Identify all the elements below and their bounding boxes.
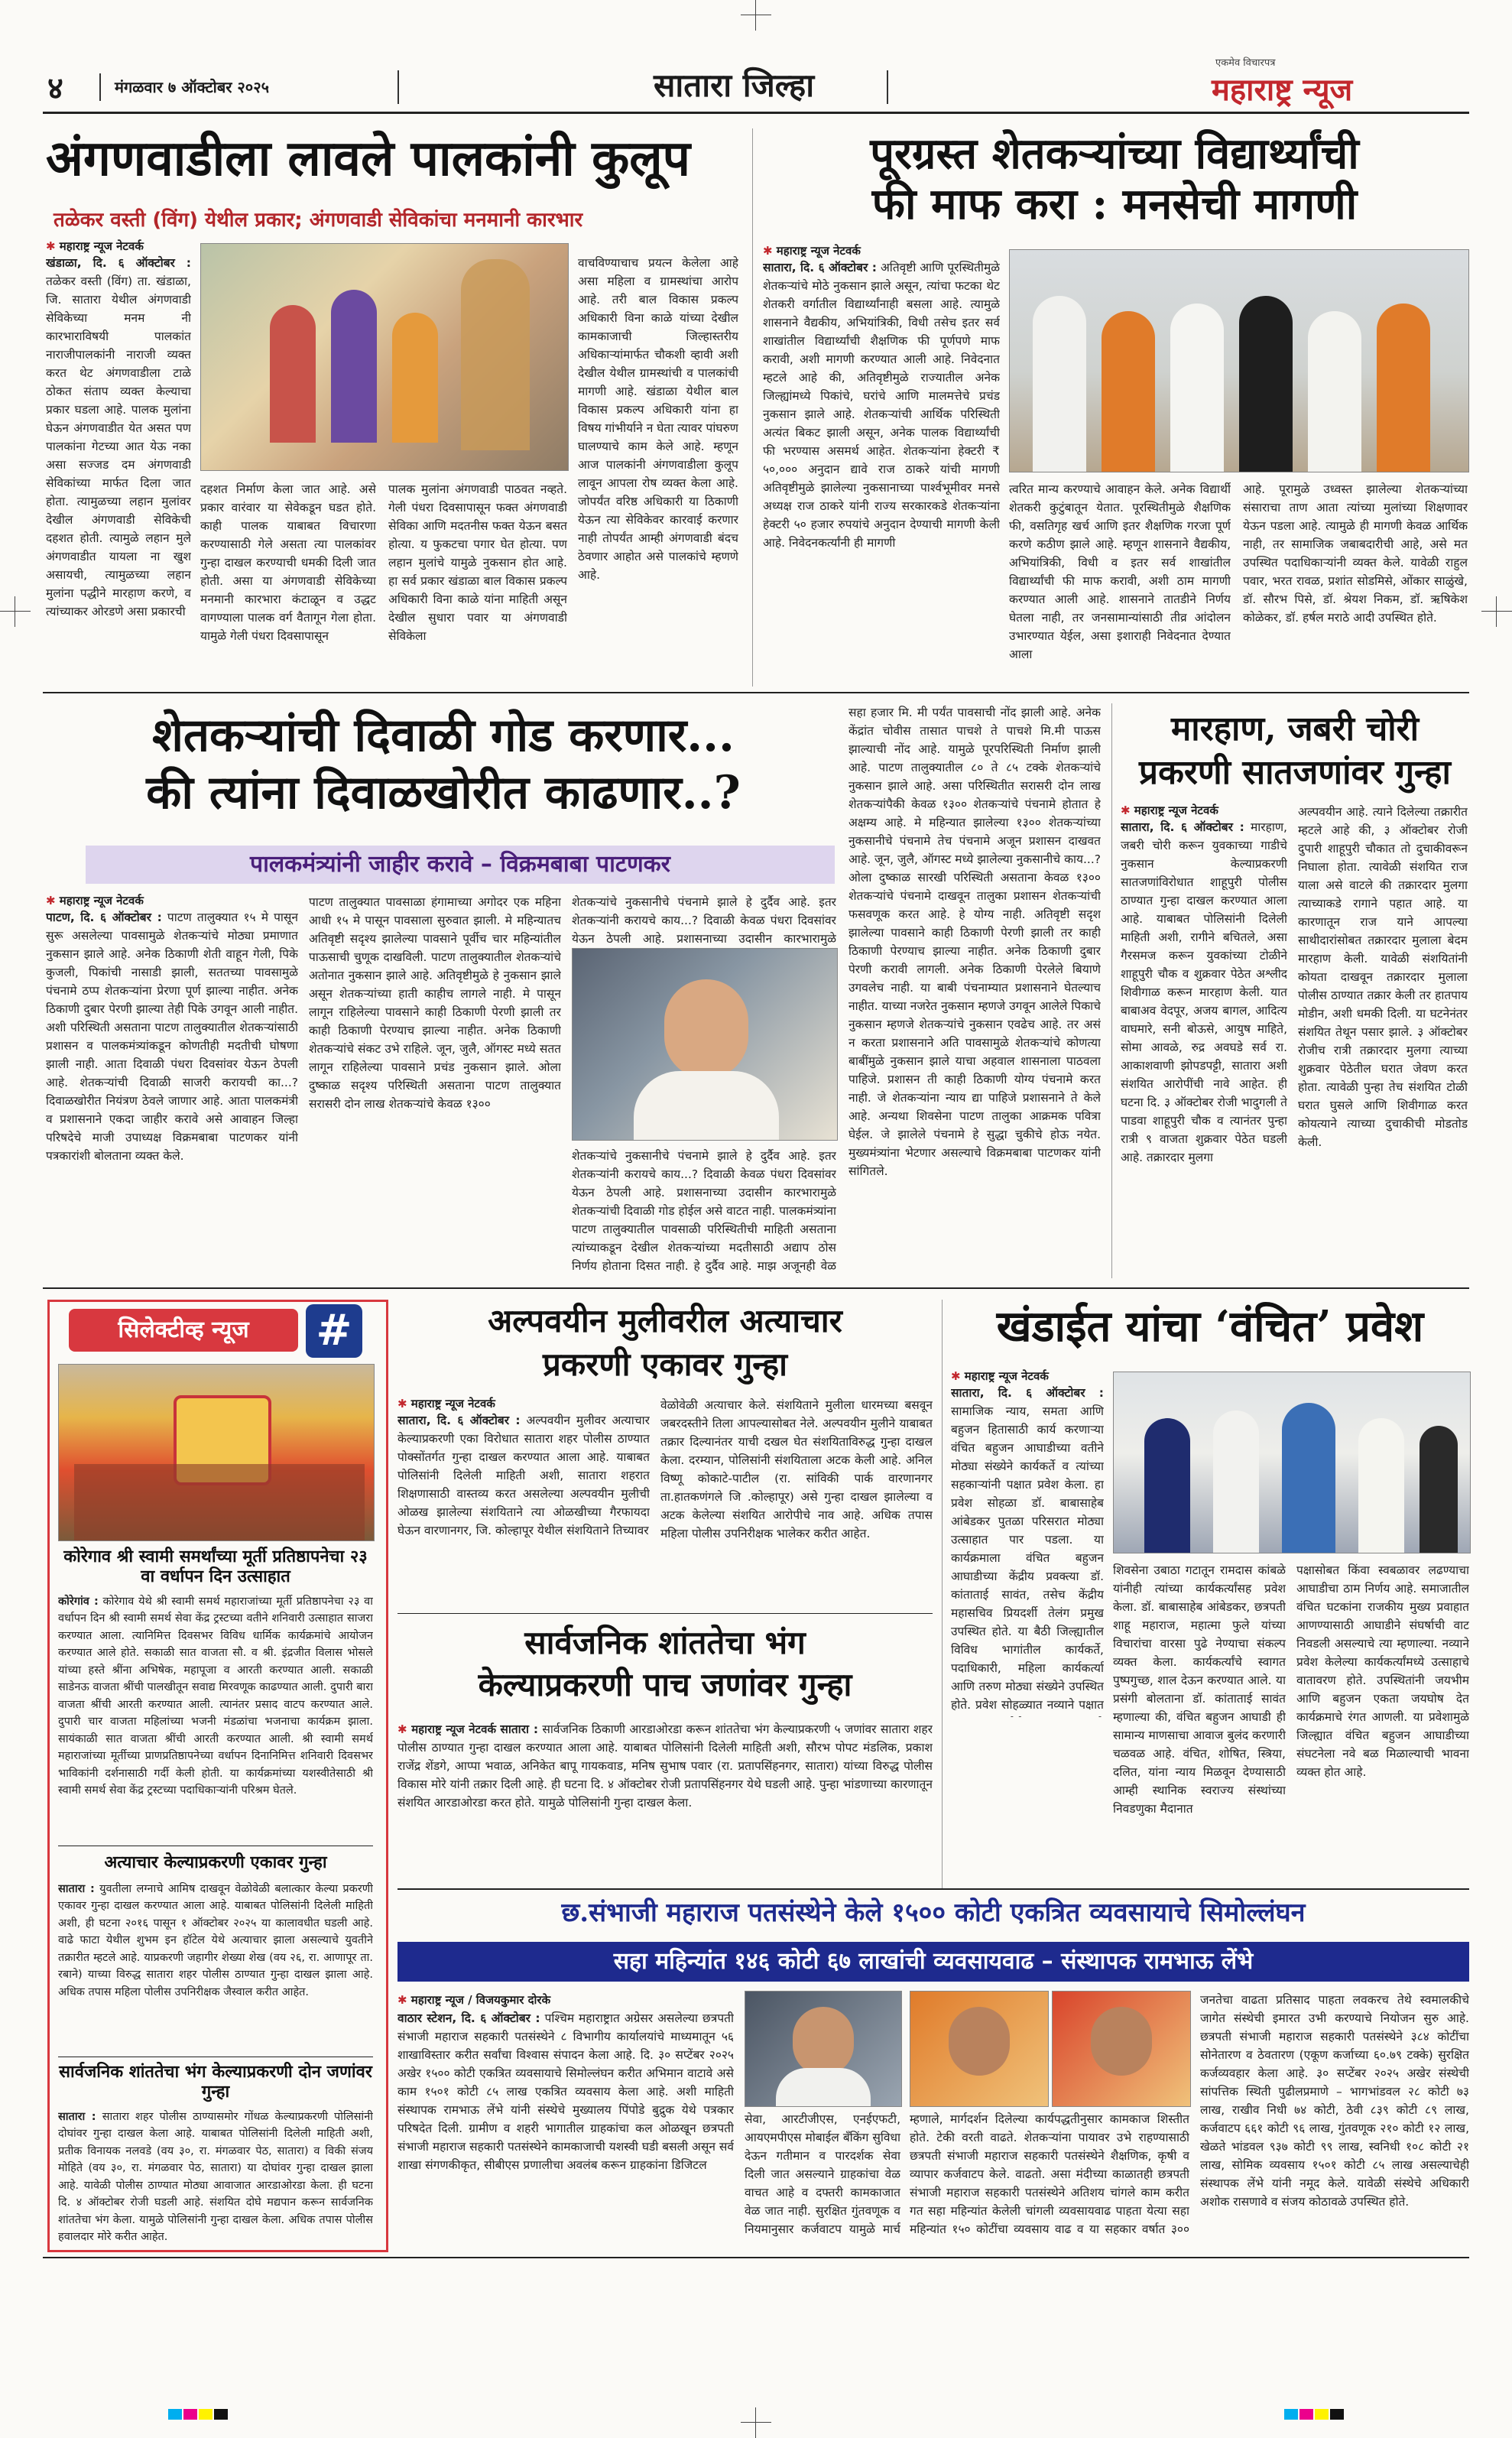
- footer-rule: [43, 2257, 1469, 2258]
- article-column: पालक मुलांना अंगणवाडी पाठवत नव्हते. गेली पंधरा दिवसापासून फक्त अंगणवाडी सेविका आणि मदतनीस फक्त येऊन बसत होत्या. य फुकटचा पगार घेत होत्या. पण लहान मुलांचे यामुळे नुकसान होत आहे. हा सर्व प्रकार खंडाळा बाल विकास प्रकल्प अधिकारी विना काळे यांना माहिती असून देखील सुधारा पवार या अंगणवाडी सेविकेला: [388, 482, 567, 644]
- byline: ✱ महाराष्ट्र न्यूज नेटवर्क: [46, 894, 144, 907]
- print-color-bar: [1284, 2408, 1345, 2423]
- article-column: सातारा, दि. ६ ऑक्टोबर : अल्पवयीन मुलीवर अत्याचार केल्याप्रकरणी एका विरोधात सातारा शहर पोलीस ठाण्यात पोक्सोंतर्गत गुन्हा दाखल करण्यात आला आहे. याबाबत पोलिसांनी दिलेली माहिती अशी, सातारा शहरात शिक्षणासाठी वास्तव्य करत असलेल्या अल्पवयीन मुलीची ओळख झालेल्या संशयिताने त्या ओळखीच्या गैरफायदा घेऊन वारणानगर, जि. कोल्हापूर येथील संशयिताने तिच्यावर: [397, 1414, 650, 1538]
- article-column: शेतकऱ्यांचे नुकसानीचे पंचनामे झाले हे दुर्दैव आहे. इतर शेतकऱ्यांनी करायचे काय...? दिवाळी केवळ पंधरा दिवसांवर येऊन ठेपली आहे. प्रशासनाच्या उदासीन कारभारामुळे शेतकऱ्यांची दिवाळी गोड होईल असे वाटत नाही. पालकमंत्र्यांना पाटण तालुक्यातील पावसाळी परिस्थितीची माहिती असताना त्यांच्याकडून देखील शेतकऱ्यांच्या मदतीसाठी अद्याप ठोस निर्णय होताना दिसत नाही. हे दुर्दैव आहे. माझ अजूनही वेळ: [572, 1149, 836, 1274]
- masthead-rule: [43, 112, 1469, 114]
- section-rule: [397, 1888, 1469, 1890]
- divider: [397, 1613, 933, 1614]
- section-rule: [43, 1287, 1469, 1289]
- article-column: पाटण, दि. ६ ऑक्टोबर : पाटण तालुक्यात १५ मे पासून सुरू असलेल्या पावसामुळे शेतकऱ्यांचे मोठ्या प्रमाणात नुकसान झाले आहे. अनेक ठिकाणी शेती वाहून गेली, पिके कुजली, पिकांची नासाडी झाली, सततच्या पावसामुळे पंचनामे ठप्प शेतकऱ्यांना प्रेरणा पूर्ण झाल्या नाहीत. अनेक ठिकाणी दुबार पेरणी झाल्या तेही पिके उगवून आली नाहीत. अशी परिस्थिती असताना पाटण तालुक्यातील शेतकऱ्यांसाठी प्रशासन व पालकमंत्र्यांकडून कोणतीही मदतीची घोषणा झाली नाही. आता दिवाळी पंधरा दिवसांवर येऊन ठेपली आहे. शेतकऱ्यांची दिवाळी साजरी करायची का...? दिवाळखोरीत नियंत्रण ठेवले जाणार आहे. आता पालकमंत्री व प्रशासनाने एकदा जाहीर करावे असे आवाहन जिल्हा परिषदेचे माजी उपाध्यक्ष विक्रमबाबा पाटणकर यांनी पत्रकारांशी बोलताना व्यक्त केले.: [46, 911, 298, 1164]
- party-entry-photo: [1113, 1372, 1471, 1553]
- byline: ✱ महाराष्ट्र न्यूज / विजयकुमार दोरके: [397, 1993, 551, 2007]
- headline-peace-breach: सार्वजनिक शांततेचा भंग केल्याप्रकरणी पाच जणांवर गुन्हा: [478, 1624, 852, 1703]
- divider: [887, 70, 888, 104]
- anganwadi-photo: [200, 243, 569, 471]
- section-rule: [43, 692, 1469, 693]
- article-column: जनतेचा वाढता प्रतिसाद पाहता लवकरच तेथे स्वमालकीचे जागेत संस्थेची इमारत उभी करण्याचे नियोजन सुरु आहे. छत्रपती संभाजी महाराज सहकारी पतसंस्थेने ३८४ कोटींचा सोनेतारण व ठेवतारण (एकूण कर्जाच्या ६०.७९ टक्के) सुरक्षित कर्जव्यवहार केला आहे. ३० सप्टेंबर २०२५ अखेर संस्थेची सांपत्तिक स्थिती पुढीलप्रमाणे – भागभांडवल २८ कोटी ७३ लाख, राखीव निधी ७४ कोटी, ठेवी ८३९ कोटी ८९ लाख, कर्जवाटप ६६१ कोटी ९६ लाख, गुंतवणूक २१० कोटी १२ लाख, खेळते भांडवल ९३७ कोटी ९९ लाख, स्वनिधी १०८ कोटी २१ लाख, सोमिक व्यवसाय १५०१ कोटी ८५ लाख असल्याचेही संस्थापक लेंभे यांनी नमूद केले. यावेळी संस्थेचे अधिकारी अशोक रासणावे व संजय कोठावळे उपस्थित होते.: [1200, 1993, 1469, 2209]
- selective-story-title: कोरेगाव श्री स्वामी समर्थांच्या मूर्ती प्रतिष्ठापनेचा २३ वा वर्धापन दिन उत्साहात: [63, 1547, 368, 1586]
- selective-story-title: सार्वजनिक शांततेचा भंग केल्याप्रकरणी दोन जणांवर गुन्हा: [59, 2062, 372, 2102]
- article-column: आहे. पूरामुळे उध्वस्त झालेल्या शेतकऱ्यांच्या संसाराचा ताण आता त्यांच्या मुलांच्या शिक्षणावर येऊन पडला आहे. त्यामुळे ही मागणी केवळ आर्थिक नाही, तर सामाजिक जबाबदारीची आहे, असे मत उपस्थित पदाधिकाऱ्यांनी व्यक्त केले. यावेळी राहुल पवार, भरत रावळ, प्रशांत सोडमिसे, ओंकार साळुंखे, डॉ. सौरभ पिसे, डॉ. श्रेयश निकम, डॉ. ऋषिकेश कोळेकर, डॉ. हर्षल मराठे आदी उपस्थित होते.: [1243, 482, 1468, 625]
- byline: ✱ महाराष्ट्र न्यूज नेटवर्क: [763, 244, 861, 258]
- page-number: ४: [47, 71, 63, 106]
- headline-assault: मारहाण, जबरी चोरी प्रकरणी सातजणांवर गुन्हा: [1139, 709, 1451, 793]
- article-column: सातारा, दि. ६ ऑक्टोबर : सामाजिक न्याय, समता आणि बहुजन हितासाठी कार्य करणाऱ्या वंचित बहुजन आघाडीच्या वतीने मोठ्या संख्येने कार्यकर्ते व त्यांच्या सहकाऱ्यांनी पक्षात प्रवेश केला. हा प्रवेश सोहळा डॉ. बाबासाहेब आंबेडकर पुतळा परिसरात मोठ्या उत्साहात पार पडला. या कार्यक्रमाला वंचित बहुजन आघाडीच्या केंद्रीय प्रवक्त्या डॉ. कांताताई सावंत, तसेच केंद्रीय महासचिव प्रियदर्शी तेलंग प्रमुख उपस्थित होते. या बैठी जिल्ह्यातील विविध भागांतील कार्यकर्ते, पदाधिकारी, महिला कार्यकर्त्या आणि तरुण मोठ्या संख्येने उपस्थित होते. प्रवेश सोहळ्यात नव्याने पक्षात: [951, 1386, 1104, 1712]
- issue-date: मंगळवार ७ ऑक्टोबर २०२५: [115, 78, 270, 96]
- headline-khandait: खंडाईत यांचा ‘वंचित’ प्रवेश: [996, 1301, 1424, 1352]
- selective-story-text: सातारा : सातारा शहर पोलीस ठाण्यासमोर गोंधळ केल्याप्रकरणी पोलिसांनी दोघांवर गुन्हा दाखल केला आहे. याबाबत पोलिसांनी दिलेली माहिती अशी, प्रतीक विनायक नलवडे (वय ३०, रा. मंगळवार पेठ, सातारा) व विकी संजय मोहिते (वय ३०, रा. मंगळवार पेठ, सातारा) या दोघांवर गुन्हा दाखल झाला आहे. यावेळी पोलीस ठाण्यात मोठ्या आवाजात आरडाओरडा केला. ही घटना दि. ४ ऑक्टोबर रोजी घडली आहे. संशयित दोघे मद्यपान करून सार्वजनिक शांततेचा भंग केला. यामुळे पोलिसांनी गुन्हा दाखल केला. अधिक तपास पोलीस हवालदार मोरे करीत आहेत.: [58, 2111, 373, 2243]
- article-column: सातारा, दि. ६ ऑक्टोबर : अतिवृष्टी आणि पूरस्थितीमुळे शेतकऱ्यांचे मोठे नुकसान झाले असून, त्यांचा फटका थेट शेतकरी वर्गातील विद्यार्थ्यांनाही बसला आहे. त्यामुळे शासनाने वैद्यकीय, अभियांत्रिकी, विधी तसेच इतर सर्व शाखांतील विद्यार्थ्यांची शैक्षणिक फी पूर्णपणे माफ करावी, अशी मागणी करण्यात आली आहे. निवेदनात म्हटले आहे की, अतिवृष्टीमुळे राज्यातील अनेक जिल्ह्यांमध्ये पिकांचे, घरांचे आणि मालमत्तेचे प्रचंड नुकसान झाले आहे. शेतकऱ्यांची आर्थिक परिस्थिती अत्यंत बिकट झाली असून, अनेक पालक विद्यार्थ्यांची फी भरण्यास असमर्थ आहेत. शेतकऱ्यांना हेक्टरी ₹ ५०,००० अनुदान द्यावे राज ठाकरे यांची मागणी अतिवृष्टीमुळे झालेल्या नुकसानाच्या पार्श्वभूमीवर मनसे अध्यक्ष राज ठाकरे यांनी राज्य सरकारकडे शेतकऱ्यांना हेक्टरी ५० हजार रुपयांचे अनुदान देण्याची मागणी केली आहे. निवेदनकर्त्यांनी ही मागणी: [763, 261, 1000, 550]
- brand-logo: महाराष्ट्र न्यूज: [1212, 72, 1353, 108]
- article-column: वेळोवेळी अत्याचार केले. संशयिताने मुलीला धारमच्या बसवून जबरदस्तीने तिला आपल्यासोबत नेले. अल्पवयीन मुलीने याबाबत तक्रार दिल्यानंतर याची दखल घेत संशयिताविरुद्ध गुन्हा दाखल केला. दरम्यान, पोलिसांनी संशयिताला अटक केली आहे. अनिल विष्णू कोकाटे-पाटील (रा. सांविकी पार्क वारणानगर ता.हातकणंगले जि .कोल्हापूर) असे गुन्हा दाखल झालेल्या व अटक केलेल्या संशयित आरोपीचे नाव आहे. अधिक तपास महिला पोलीस उपनिरीक्षक भालेकर करीत आहेत.: [660, 1398, 933, 1541]
- divider: [99, 73, 101, 101]
- byline: ✱ महाराष्ट्र न्यूज नेटवर्क: [1121, 803, 1218, 817]
- article-column: दहशत निर्माण केला जात आहे. असे प्रकार वारंवार या सेवेकडून घडत होते. काही पालक याबाबत विचारणा करण्यासाठी गेले असता त्या पालकांवर गुन्हा दाखल करण्याची धमकी दिली जात होती. असा या अंगणवाडी सेविकेच्या मनमानी कारभारा कंटाळून व उद्धट वागण्याला पालक वर्ग वैतागून गेला होता. यामुळे गेली पंधरा दिवसापासून: [200, 482, 376, 644]
- column-rule: [942, 1300, 943, 1888]
- selective-story-text: सातारा : युवतीला लग्नाचे आमिष दाखवून वेळोवेळी बलात्कार केल्या प्रकरणी एकावर गुन्हा दाखल करण्यात आला आहे. याबाबत पोलिसांनी दिलेली माहिती अशी, ही घटना २०१६ पासून १ ऑक्टोबर २०२५ या कालावधीत घडली आहे. वाढे फाटा येथील शुभम इन हॉटेल येथे अत्याचार झाला असल्याचे युवतीने तक्रारीत म्हटले आहे. याप्रकरणी जहागीर शेख्या शेख (वय २६, रा. आणापूर ता. रबाने) याच्या विरुद्ध सातारा शहर पोलीस ठाण्यात गुन्हा दाखल झाला आहे. अधिक तपास महिला पोलीस उपनिरीक्षक जैस्वाल करीत आहेत.: [58, 1883, 373, 1998]
- headline-anganwadi: अंगणवाडीला लावले पालकांनी कुलूप: [46, 130, 690, 187]
- article-text: ✱ महाराष्ट्र न्यूज नेटवर्क सातारा : सार्वजनिक ठिकाणी आरडाओरडा करून शांततेचा भंग केल्याप्रकरणी ५ जणांवर सातारा शहर पोलीस ठाण्यात गुन्हा दाखल करण्यात आला आहे. याबाबत पोलिसांनी दिलेली माहिती अशी, सौरभ पोपट मंडलिक, प्रकाश राजेंद्र शेंडगे, आप्पा भवाळ, अनिकेत बापू गायकवाड, मनिष सुभाष पवार (रा. प्रतापसिंहनगर, सातारा) यांच्या विरुद्ध पोलीस विकास मोरे यांनी तक्रार दिली आहे. ही घटना दि. ४ ऑक्टोबर रोजी प्रतापसिंहनगर येथे घडली आहे. पुन्हा भांडणाच्या कारणातून संशयित आरडाओरडा करत होते. यामुळे पोलिसांनी गुन्हा दाखल केला.: [397, 1722, 933, 1810]
- subheadline-banner: पालकमंत्र्यांनी जाहीर करावे – विक्रमबाबा पाटणकर: [86, 846, 835, 884]
- article-column: पक्षासोबत किंवा स्वबळावर लढण्याचा आघाडीचा ठाम निर्णय आहे. समाजातील वंचित घटकांना राजकीय मुख्य प्रवाहात आणण्यासाठी आघाडीने संघर्षाची वाट निवडली असल्याचे त्या म्हणाल्या. नव्याने प्रवेश केलेल्या कार्यकर्त्यांमध्ये उत्साहाचे वातावरण होते. उपस्थितांनी जयभीम आणि बहुजन एकता जयघोष देत कार्यक्रमाचे रंगत आणली. या प्रवेशामुळे जिल्ह्यात वंचित बहुजन आघाडीच्या संघटनेला नवे बळ मिळाल्याची भावना व्यक्त होत आहे.: [1296, 1563, 1469, 1780]
- article-column: सातारा, दि. ६ ऑक्टोबर : मारहाण, जबरी चोरी करून युवकाच्या गाडीचे नुकसान केल्याप्रकरणी सातजणांविरोधात शाहूपुरी पोलीस ठाण्यात गुन्हा दाखल करण्यात आला आहे. याबाबत पोलिसांनी दिलेली माहिती अशी, रागीने बचितले, असा गैरसमज करून युवकांच्या टोळीने शाहूपुरी चौक व शुक्रवार पेठेत अश्लीद शिवीगाळ करून मारहाण केली. यात बाबाअव वेदपूर, अजय बागल, आदित्य वाघमारे, सनी बोऊसे, आयुष माहिते, सोमा आवळे, रुद्र अवघडे सर्व रा. आकाशवाणी झोपडपट्टी, सातारा अशी संशयित आरोपींची नावे आहेत. ही घटना दि. ३ ऑक्टोबर रोजी भादुगली ते पाडवा शाहूपुरी चौक व त्यानंतर पुन्हा रात्री ९ वाजता शुक्रवार पेठेत घडली आहे. तक्रारदार मुलगा: [1121, 820, 1287, 1165]
- headline-diwali: शेतकऱ्यांची दिवाळी गोड करणार... की त्यांना दिवाळखोरीत काढणार..?: [146, 709, 741, 820]
- column-rule: [1111, 703, 1112, 1278]
- byline: ✱ महाराष्ट्र न्यूज नेटवर्क: [46, 239, 144, 253]
- brand-tagline: एकमेव विचारपत्र: [1215, 57, 1276, 69]
- divider: [397, 70, 399, 104]
- subheadline-anganwadi: तळेकर वस्ती (विंग) येथील प्रकार; अंगणवाडी सेविकांचा मनमानी कारभार: [54, 209, 583, 232]
- article-column: म्हणाले, मार्गदर्शन दिलेल्या कार्यपद्धतीनुसार कामकाज शिस्तीत होते. टेकी वरती वाढते. शेतकऱ्यांना पायावर उभे राहण्यासाठी छत्रपती संभाजी महाराज सहकारी पतसंस्थेने शैक्षणिक, कृषी व व्यापार कर्जवाटप केले. वाढतो. असा मंदीच्या काळातही छत्रपती संभाजी महाराज सहकारी पतसंस्थेने अतिशय चांगले काम करीत गत सहा महिन्यांत केलेली चांगली व्यवसायवाढ पाहता येत्या सहा महिन्यांत १५० कोटींचा व्यवसाय वाढ व या सहकार वर्षात ३००: [910, 2112, 1189, 2237]
- patankar-portrait: [572, 948, 838, 1141]
- selective-story-title: अत्याचार केल्याप्रकरणी एकावर गुन्हा: [104, 1852, 327, 1872]
- byline: ✱ महाराष्ट्र न्यूज नेटवर्क: [397, 1397, 495, 1411]
- column-rule: [752, 128, 753, 687]
- mns-delegation-photo: [1009, 249, 1469, 472]
- article-column: शिवसेना उबाठा गटातून रामदास कांबळे यांनीही त्यांच्या कार्यकर्त्यांसह प्रवेश केला. डॉ. बाबासाहेब आंबेडकर, छत्रपती शाहू महाराज, महात्मा फुले यांच्या विचारांचा वारसा पुढे नेण्याचा संकल्प व्यक्त केला. कार्यकर्त्यांचे स्वागत पुष्पगुच्छ, शाल देऊन करण्यात आले. या प्रसंगी बोलताना डॉ. कांताताई सावंत म्हणाल्या की, वंचित बहुजन आघाडी ही सामान्य माणसाचा आवाज बुलंद करणारी चळवळ आहे. वंचित, शोषित, स्त्रिया, दलित, यांना न्याय मिळवून देण्यासाठी आम्ही स्थानिक स्वराज्य संस्थांच्या निवडणुका मैदानात: [1113, 1563, 1286, 1816]
- article-column: पाटण तालुक्यात पावसाळा हंगामाच्या अगोदर एक महिना आधी १५ मे पासून पावसाला सुरुवात झाली. मे महिन्यातच अतिवृष्टी सदृश्य झालेल्या पावसाने पूर्वीच चार महिन्यांतील पाऊसाची चुणूक दाखविली. पाटण तालुक्यातील शेतकऱ्यांचे अतोनात नुकसान झाले आहे. अतिवृष्टीमुळे हे नुकसान झाले असून शेतकऱ्यांच्या हाती काहीच लागले नाही. मे पासून लागून राहिलेल्या पावसाने काही ठिकाणी पेरणी झाली तर काही ठिकाणी पेरण्याच झाल्या नाहीत. अनेक ठिकाणी शेतकऱ्यांचे संकट उभे राहिले. जून, जुलै, ऑगस्ट मध्ये सतत लागून राहिलेल्या पावसाने प्रचंड नुकसान झाले. ओला दुष्काळ सदृश्य परिस्थिती असताना पाटण तालुक्यात सरासरी दोन लाख शेतकऱ्यांचे केवळ १३००: [309, 895, 561, 1112]
- founder-portrait: [745, 1991, 902, 2107]
- subheadline-band: सहा महिन्यांत १४६ कोटी ६७ लाखांची व्यवसायवाढ – संस्थापक रामभाऊ लेंभे: [397, 1942, 1469, 1982]
- selective-story-text: कोरेगांव : कोरेगाव येथे श्री स्वामी समर्थ महाराजांच्या मूर्ती प्रतिष्ठापनेचा २३ वा वर्धापन दिन श्री स्वामी समर्थ सेवा केंद्र ट्रस्टच्या वतीने शनिवारी उत्साहात साजरा करण्यात आला. त्यानिमित्त दिवसभर विविध धार्मिक कार्यक्रमांचे आयोजन करण्यात आले होते. सकाळी सात वाजता सौ. व श्री. इंद्रजीत विलास भोसले यांच्या हस्ते श्रींना अभिषेक, महापूजा व आरती करण्यात आली. सकाळी साडेनऊ वाजता श्रींची पालखीतून सवाद्य मिरवणूक काढण्यात आली. दुपारी बारा वाजता श्रींची आरती करण्यात आली. त्यानंतर प्रसाद वाटप करण्यात आले. दुपारी चार वाजता महिलांच्या भजनी मंडळांचा भजनाचा कार्यक्रम झाला. सायंकाळी सात वाजता श्रींची आरती करण्यात आली. श्री स्वामी समर्थ महाराजांच्या मूर्तीच्या प्राणप्रतिष्ठापनेच्या वर्धापन दिनानिमित्त शनिवारी दिवसभर भाविकांनी दर्शनासाठी गर्दी केली होती. या कार्यक्रमांच्या यशस्वीतेसाठी श्री स्वामी समर्थ सेवा केंद्र ट्रस्टच्या पदाधिकाऱ्यांनी परिश्रम घेतले.: [58, 1596, 373, 1797]
- article-column: वाठार स्टेशन, दि. ६ ऑक्टोबर : पश्चिम महाराष्ट्रात अग्रेसर असलेल्या छत्रपती संभाजी महाराज सहकारी पतसंस्थेने ८ विभागीय कार्यालयांचे माध्यमातून ५६ शाखाविस्तार करीत सर्वांचा विश्वास संपादन केला आहे. दि. ३० सप्टेंबर २०२५ अखेर १५०० कोटी एकत्रित व्यवसायाचे सिमोल्लंघन करीत अभिमान वाटावे असे काम १५०१ कोटी ८५ लाख एकत्रित व्यवसाय केला आहे. अशी माहिती संस्थापक रामभाऊ लेंभे यांनी संस्थेचे मुख्यालय पिंपोडे बुद्रुक येथे पत्रकार परिषदेत दिली. ग्रामीण व शहरी भागातील ग्राहकांचा कल ओळखून छत्रपती संभाजी महाराज सहकारी पतसंस्थेने कामकाजाची यशस्वी घडी बसली असून सर्व शाखा संगणकीकृत, सीबीएस प्रणालीचा अवलंब करून ग्राहकांना डिजिटल: [397, 2011, 734, 2173]
- palkhi-procession-photo: [58, 1364, 375, 1541]
- article-column: वाचविण्याचाच प्रयत्न केलेला आहे असा महिला व ग्रामस्थांचा आरोप आहे. तरी बाल विकास प्रकल्प अधिकारी विना काळे यांच्या देखील कामकाजाची जिल्हास्तरीय अधिकाऱ्यांमार्फत चौकशी व्हावी अशी देखील येथील ग्रामस्थांची व पालकांची मागणी आहे. खंडाळा येथील बाल विकास प्रकल्प अधिकारी यांना हा विषय गांभीर्याने न घेता त्यावर पांघरुण घालण्याचे काम केले आहे. म्हणून आज पालकांनी अंगणवाडीला कुलूप लावून आपला रोष व्यक्त केला आहे. जोपर्यंत वरिष्ठ अधिकारी या ठिकाणी येऊन त्या सेविकेवर कारवाई करणार नाही तोपर्यंत आम्ही अंगणवाडी बंदच ठेवणार आहोत असे पालकांचे म्हणणे आहे.: [578, 256, 738, 583]
- selective-news-label: सिलेक्टीव्ह न्यूज: [69, 1309, 298, 1352]
- headline-fee-waiver: पूरग्रस्त शेतकऱ्यांच्या विद्यार्थ्यांची फी माफ करा : मनसेची मागणी: [870, 128, 1359, 230]
- byline: ✱ महाराष्ट्र न्यूज नेटवर्क: [951, 1369, 1049, 1383]
- hashtag-icon: #: [306, 1304, 362, 1358]
- headline-patsanstha: छ.संभाजी महाराज पतसंस्थेने केले १५०० कोटी एकत्रित व्यवसायाचे सिमोल्लंघन: [561, 1897, 1306, 1928]
- official-portrait: [910, 1991, 1049, 2107]
- article-column: सेवा, आरटीजीएस, एनईएफटी, आयएमपीएस मोबाईल बॅंकिंग सुविधा देऊन गतीमान व पारदर्शक सेवा दिली जात असल्याने ग्राहकांचा वेळ वाचत आहे व दफ्तरी कामकाजात वेळ जात नाही. सुरक्षित गुंतवणूक व नियमानुसार कर्जवाटप यामुळे मार्च: [745, 2112, 900, 2237]
- official-portrait: [1052, 1991, 1191, 2107]
- article-column: अल्पवयीन आहे. त्याने दिलेल्या तक्रारीत म्हटले आहे की, ३ ऑक्टोबर रोजी दुपारी शाहूपुरी चौकात तो दुचाकीवरून निघाला होता. त्यावेळी संशयित राज याला असे वाटले की तक्रारदार मुलगा त्याच्याकडे रागाने पहात आहे. या कारणातून राज याने आपल्या साथीदारांसोबत तक्रारदार मुलाला बेदम मारहाण केली. यावेळी संशयितांनी कोयता दाखवून तक्रारदार मुलाला पोलीस ठाण्यात तक्रार केली तर हातपाय मोडीन, अशी धमकी दिली. या घटनेनंतर संशयित तेथून पसार झाले. ३ ऑक्टोबर रोजीच रात्री तक्रारदार मुलगा त्याच्या शुक्रवार पेठेतील घरात जेवण करत होता. त्यावेळी पुन्हा तेच संशयित टोळी घरात घुसले आणि शिवीगाळ करत कोयत्याने त्याच्या दुचाकीची मोडतोड केली.: [1298, 805, 1468, 1150]
- article-column: सहा हजार मि. मी पर्यंत पावसाची नोंद झाली आहे. अनेक केंद्रांत चोवीस तासात पाचशे ते पाचशे मि.मी पाऊस झाल्याची नोंद आहे. यामुळे पूरपरिस्थिती निर्माण झाली आहे. पाटण तालुक्यातील ८० ते ८५ टक्के शेतकऱ्यांचे नुकसान झाले आहे. असा परिस्थितीत सरासरी दोन लाख शेतकऱ्यांपैकी केवळ १३०० शेतकऱ्यांचे पंचनामे होतात हे अक्षम्य आहे. मे महिन्यात झालेल्या १३०० शेतकऱ्यांच्या नुकसानीचे पंचनामे तेच पंचनामे अजून प्रशासन दाखवत आहे. जून, जुलै, ऑगस्ट मध्ये झालेल्या नुकसानीचे काय...? ओला दुष्काळ सारखी परिस्थिती असताना केवळ १३०० शेतकऱ्यांचे पंचनामे दाखवून तालुका प्रशासन शेतकऱ्यांची फसवणूक करत आहे. हे योग्य नाही. अतिवृष्टी सदृश झालेल्या पावसाने काही ठिकाणी पेरणी झाली तर काही ठिकाणी पेरण्याच झाल्या नाहीत. अनेक ठिकाणी दुबार पेरणी करावी लागली. अनेक ठिकाणी पेरलेले बियाणे उगवलेच नाही. या बाबी पंचनाम्यात प्रशासनाने घेतल्याच नाहीत. याच्या नजरेत नुकसान म्हणजे उगवून आलेले पिकाचे नुकसान म्हणजे शेतकऱ्यांचे नुकसान एवढेच आहे. तर असं न करता प्रशासनाने अति पावसामुळे शेतकऱ्यांचे कोणत्या बाबींमुळे नुकसान झाले याचा अहवाल शासनाला पाठवला पाहिजे. प्रशासन ती काही ठिकाणी योग्य पंचनामे करत नाही. जे शेतकऱ्यांना न्याय द्या पाहिजे प्रशासनाने ते केले आहे. अन्यथा शिवसेना पाटण तालुका आक्रमक पवित्रा घेईल. जे झालेले पंचनामे हे सुद्धा चुकीचे होऊ नयेत. मुख्यमंत्र्यांना भेटणार असल्याचे विक्रमबाबा पाटणकर यांनी सांगितले.: [848, 706, 1101, 1179]
- headline-minor-assault: अल्पवयीन मुलीवरील अत्याचार प्रकरणी एकावर गुन्हा: [488, 1302, 842, 1383]
- section-title: सातारा जिल्हा: [654, 67, 815, 104]
- article-column: त्वरित मान्य करण्याचे आवाहन केले. अनेक विद्यार्थी शेतकरी कुटुंबातून येतात. पूरस्थितीमुळे शैक्षणिक फी, वसतिगृह खर्च आणि इतर शैक्षणिक गरजा पूर्ण करणे कठीण झाले आहे. म्हणून शासनाने वैद्यकीय, अभियांत्रिकी, विधी व इतर सर्व शाखांतील विद्यार्थ्यांची फी माफ करावी, अशी ठाम मागणी करण्यात आली आहे. शासनाने तातडीने निर्णय घेतला नाही, तर जनसामान्यांसाठी तीव्र आंदोलन उभारण्यात येईल, असा इशाराही निवेदनात देण्यात आला: [1009, 482, 1231, 662]
- article-column: शेतकऱ्यांचे नुकसानीचे पंचनामे झाले हे दुर्दैव आहे. इतर शेतकऱ्यांनी करायचे काय...? दिवाळी केवळ पंधरा दिवसांवर येऊन ठेपली आहे. प्रशासनाच्या उदासीन कारभारामुळे: [572, 895, 836, 946]
- article-column: खंडाळा, दि. ६ ऑक्टोबर : तळेकर वस्ती (विंग) ता. खंडाळा, जि. सातारा येथील अंगणवाडी सेविकेच्या मनम नी कारभाराविषयी पालकांत नाराजीपालकांनी नाराजी व्यक्त करत थेट अंगणवाडीला टाळे ठोकत संताप व्यक्त केल्याचा प्रकार घडला आहे. पालक मुलांना घेऊन अंगणवाडीत येत असत पण पालकांना गेटच्या आत येऊ नका असा सज्जड दम अंगणवाडी सेविकांच्या मार्फत दिला जात होता. त्यामुळच्या लहान मुलांवर देखील अंगणवाडी सेविकेची दहशत होती. त्यामुळे लहान मुले अंगणवाडीत यायला ना खुश असायची, त्यामुळच्या लहान मुलांना पद्धीने मारहाण करणे, व त्यांच्याकर ओरडणे असा प्रकारची: [46, 256, 191, 619]
- print-color-bar: [168, 2408, 229, 2423]
